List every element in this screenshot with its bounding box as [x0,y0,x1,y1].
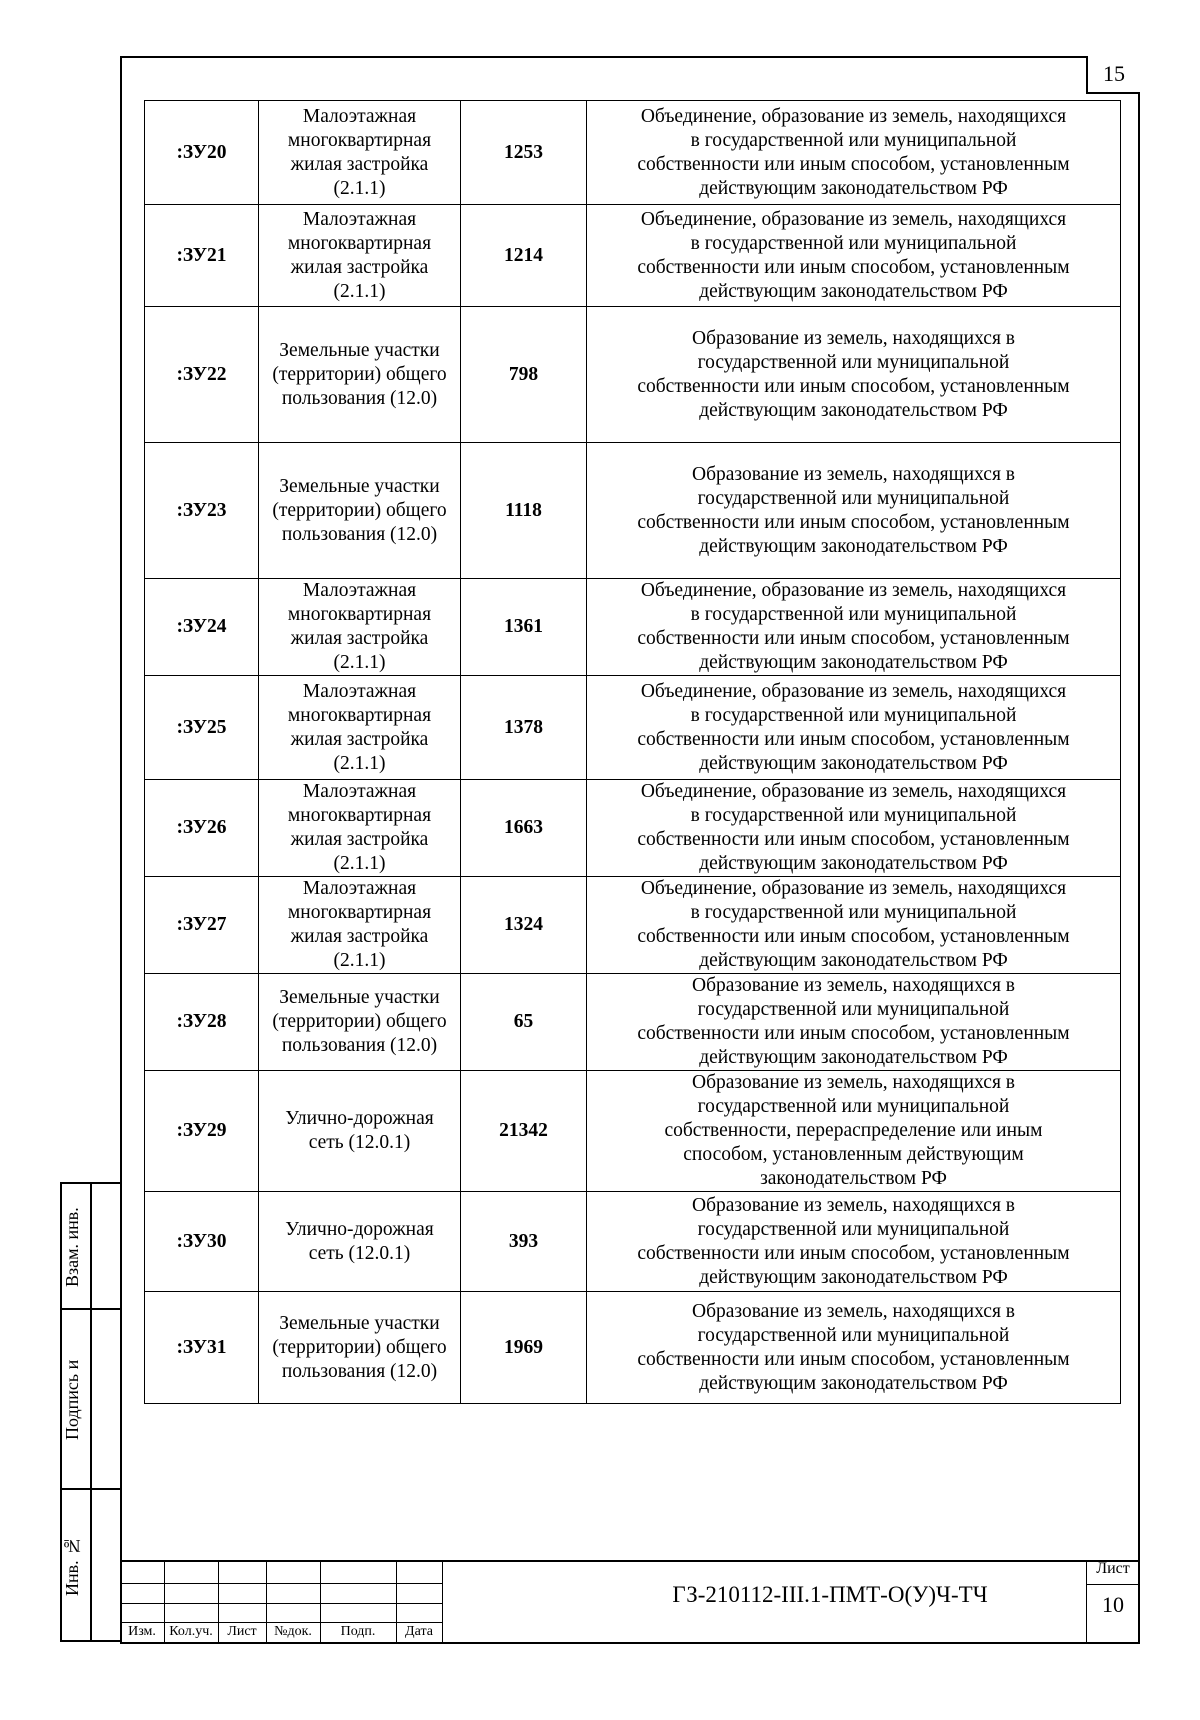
formation-method [587,1292,1121,1404]
vzam-label: Взам. инв. [62,1207,82,1287]
permitted-use [259,877,461,974]
label-ndok: №док. [274,1624,312,1639]
formation-method-line: собственности или иным способом, установленным [637,511,1070,533]
plot-code: :ЗУ22 [145,307,259,443]
permitted-use-line: Земельные участки [279,987,440,1008]
formation-method-line: собственности или иным способом, установленным [637,1023,1070,1044]
formation-method-line: собственности или иным способом, установленным [637,1242,1070,1264]
podpis-label: Подпись и [62,1359,82,1441]
label-data: Дата [405,1624,433,1639]
permitted-use-line: многоквартирная [287,805,432,826]
formation-method-line: государственной или муниципальной [697,999,1010,1020]
formation-method-line: Объединение, образование из земель, находящихся [640,878,1067,899]
formation-method-line: действующим законодательством РФ [699,853,1008,874]
permitted-use-line: Малоэтажная [302,105,417,127]
formation-method-line: государственной или муниципальной [697,1218,1010,1240]
formation-method-line: Образование из земель, находящихся в [691,1300,1016,1322]
plot-area: 21342 [461,1071,587,1192]
permitted-use-line: Малоэтажная [302,680,417,702]
permitted-use [259,579,461,676]
permitted-use-line: жилая застройка [290,728,429,750]
formation-method-line: способом, установленным действующим [683,1144,1024,1165]
formation-method-line: собственности или иным способом, установленным [637,728,1070,750]
formation-method-line: собственности или иным способом, установленным [637,926,1070,947]
permitted-use-line: Земельные участки [279,1312,440,1334]
permitted-use [259,676,461,780]
plot-code: :ЗУ28 [145,974,259,1071]
permitted-use-line: многоквартирная [287,232,432,254]
formation-method-line: Объединение, образование из земель, находящихся [640,680,1067,702]
permitted-use-line: Малоэтажная [302,208,417,230]
permitted-use [259,1292,461,1404]
table-row [145,676,1121,780]
permitted-use-line: (территории) общего [272,1011,447,1032]
permitted-use-line: пользования (12.0) [281,387,438,409]
table-row [145,780,1121,877]
permitted-use-line: жилая застройка [290,256,429,278]
formation-method-line: государственной или муниципальной [697,1096,1010,1117]
formation-method-line: действующим законодательством РФ [699,652,1008,673]
table-row [145,1192,1121,1292]
formation-method-line: действующим законодательством РФ [699,1266,1008,1288]
plot-area: 1324 [461,877,587,974]
formation-method-line: действующим законодательством РФ [699,177,1008,199]
formation-method-line: действующим законодательством РФ [699,1372,1008,1394]
permitted-use [259,205,461,307]
permitted-use-line: (2.1.1) [333,177,386,199]
formation-method-line: собственности или иным способом, установленным [637,256,1070,278]
formation-method-line: Объединение, образование из земель, находящихся [640,105,1067,127]
land-plots-table [144,100,1121,1404]
formation-method-line: собственности или иным способом, установленным [637,375,1070,397]
permitted-use-line: жилая застройка [290,153,429,175]
plot-area: 1361 [461,579,587,676]
plot-code: :ЗУ29 [145,1071,259,1192]
formation-method-line: Образование из земель, находящихся в [691,463,1016,485]
formation-method [587,101,1121,205]
table-row [145,1071,1121,1192]
formation-method-line: в государственной или муниципальной [690,902,1017,923]
permitted-use-line: жилая застройка [290,628,429,649]
permitted-use-line: Земельные участки [279,475,440,497]
permitted-use [259,1071,461,1192]
formation-method-line: собственности, перераспределение или иным [664,1120,1043,1141]
plot-area: 1663 [461,780,587,877]
plot-code: :ЗУ23 [145,443,259,579]
permitted-use [259,307,461,443]
formation-method [587,780,1121,877]
permitted-use-line: пользования (12.0) [281,1035,438,1056]
permitted-use [259,101,461,205]
permitted-use-line: многоквартирная [287,129,432,151]
plot-code: :ЗУ27 [145,877,259,974]
formation-method-line: государственной или муниципальной [697,1324,1010,1346]
formation-method-line: Образование из земель, находящихся в [691,327,1016,349]
document-code: ГЗ-210112-III.1-ПМТ-О(У)Ч-ТЧ [672,1582,988,1607]
permitted-use [259,974,461,1071]
plot-area: 393 [461,1192,587,1292]
tb-top-line [120,1560,1140,1562]
formation-method-line: Объединение, образование из земель, находящихся [640,781,1067,802]
permitted-use-line: многоквартирная [287,604,432,625]
sheet-number: 10 [1102,1592,1124,1617]
formation-method-line: Объединение, образование из земель, находящихся [640,580,1067,601]
formation-method [587,443,1121,579]
plot-area: 1214 [461,205,587,307]
formation-method [587,974,1121,1071]
permitted-use-line: (территории) общего [272,363,447,385]
permitted-use-line: (2.1.1) [333,950,386,971]
table-row [145,974,1121,1071]
table-row [145,877,1121,974]
formation-method-line: в государственной или муниципальной [690,704,1017,726]
plot-code: :ЗУ20 [145,101,259,205]
permitted-use-line: жилая застройка [290,926,429,947]
permitted-use-line: жилая застройка [290,829,429,850]
label-izm: Изм. [128,1624,156,1639]
tb-row-line-2 [120,1603,442,1604]
label-kol-uch: Кол.уч. [169,1624,213,1639]
permitted-use [259,1192,461,1292]
formation-method-line: действующим законодательством РФ [699,752,1008,774]
formation-method-line: законодательством РФ [760,1168,947,1189]
formation-method-line: собственности или иным способом, установленным [637,829,1070,850]
formation-method [587,579,1121,676]
plot-code: :ЗУ21 [145,205,259,307]
label-list: Лист [227,1624,257,1639]
formation-method-line: Образование из земель, находящихся в [691,975,1016,996]
plot-area: 1118 [461,443,587,579]
permitted-use-line: (2.1.1) [333,752,386,774]
tb-row-line-3 [120,1622,442,1623]
tb-sheet-line [1086,1584,1140,1585]
formation-method [587,877,1121,974]
plot-area: 65 [461,974,587,1071]
formation-method-line: действующим законодательством РФ [699,280,1008,302]
formation-method [587,1071,1121,1192]
formation-method-line: действующим законодательством РФ [699,399,1008,421]
formation-method-line: в государственной или муниципальной [690,604,1017,625]
permitted-use-line: Малоэтажная [302,580,417,601]
formation-method-line: действующим законодательством РФ [699,535,1008,557]
permitted-use [259,780,461,877]
plot-code: :ЗУ24 [145,579,259,676]
formation-method-line: Образование из земель, находящихся в [691,1194,1016,1216]
side-cell-vzam [62,1184,122,1310]
permitted-use-line: сеть (12.0.1) [308,1242,411,1264]
table-row [145,205,1121,307]
permitted-use-line: Земельные участки [279,339,440,361]
permitted-use-line: Улично-дорожная [285,1218,434,1240]
formation-method-line: государственной или муниципальной [697,351,1010,373]
plot-area: 1253 [461,101,587,205]
table-row [145,579,1121,676]
title-block [120,1562,1140,1644]
plot-code: :ЗУ30 [145,1192,259,1292]
permitted-use-line: (территории) общего [272,1336,447,1358]
plot-code: :ЗУ25 [145,676,259,780]
formation-method-line: собственности или иным способом, установленным [637,628,1070,649]
permitted-use-line: многоквартирная [287,704,432,726]
plot-area: 1969 [461,1292,587,1404]
formation-method-line: в государственной или муниципальной [690,232,1017,254]
permitted-use-line: Улично-дорожная [285,1108,434,1129]
formation-method-line: Образование из земель, находящихся в [691,1072,1016,1093]
side-stamp [60,1182,122,1642]
plot-code: :ЗУ31 [145,1292,259,1404]
formation-method-line: собственности или иным способом, установленным [637,153,1070,175]
plot-code: :ЗУ26 [145,780,259,877]
permitted-use-line: Малоэтажная [302,878,417,899]
tb-col-line [442,1560,443,1644]
sheet-label: Лист [1096,1560,1130,1577]
table-row [145,101,1121,205]
table-row [145,443,1121,579]
permitted-use-line: (территории) общего [272,499,447,521]
permitted-use-line: пользования (12.0) [281,1360,438,1382]
formation-method-line: собственности или иным способом, установленным [637,1348,1070,1370]
permitted-use-line: сеть (12.0.1) [308,1132,411,1153]
permitted-use-line: многоквартирная [287,902,432,923]
formation-method-line: Объединение, образование из земель, находящихся [640,208,1067,230]
plot-area: 798 [461,307,587,443]
formation-method [587,307,1121,443]
side-cell-inv [62,1490,122,1642]
formation-method-line: в государственной или муниципальной [690,805,1017,826]
formation-method [587,205,1121,307]
permitted-use-line: (2.1.1) [333,280,386,302]
permitted-use [259,443,461,579]
formation-method-line: государственной или муниципальной [697,487,1010,509]
plot-area: 1378 [461,676,587,780]
table-row [145,307,1121,443]
side-cell-podpis [62,1310,122,1490]
permitted-use-line: (2.1.1) [333,652,386,673]
formation-method-line: действующим законодательством РФ [699,950,1008,971]
formation-method [587,676,1121,780]
permitted-use-line: пользования (12.0) [281,523,438,545]
table-row [145,1292,1121,1404]
permitted-use-line: (2.1.1) [333,853,386,874]
tb-row-line-1 [120,1583,442,1584]
formation-method-line: в государственной или муниципальной [690,129,1017,151]
permitted-use-line: Малоэтажная [302,781,417,802]
inv-label: Инв. № [62,1535,82,1597]
label-podp: Подп. [340,1624,376,1639]
page-number: 15 [1086,56,1140,94]
formation-method-line: действующим законодательством РФ [699,1047,1008,1068]
formation-method [587,1192,1121,1292]
